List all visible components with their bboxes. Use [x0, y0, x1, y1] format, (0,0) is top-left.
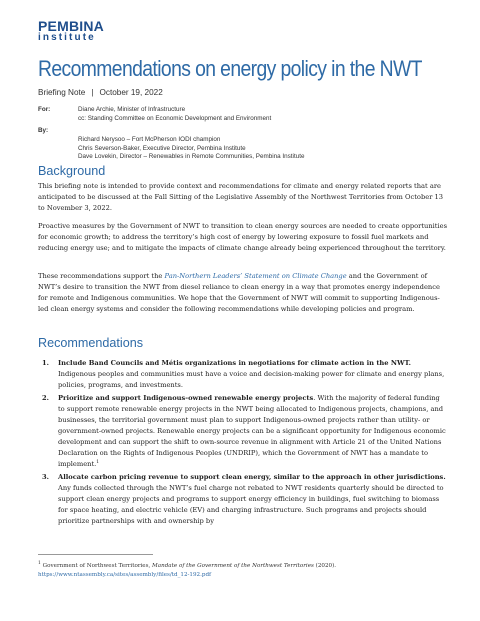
- item-number: 1.: [42, 359, 49, 367]
- recommendations-heading: Recommendations: [38, 336, 143, 350]
- pan-northern-statement-link[interactable]: Pan-Northern Leaders’ Statement on Climate Change: [164, 272, 347, 280]
- footnote-text: Government of Northwest Territories,: [40, 563, 153, 569]
- paragraph-text: This briefing note is intended to provide context and recommendations for climate and energy related reports that are anticipated to be discussed at the Fall Sitting of the Legislative Assembly of the Northwest Territories from October 13 to November 3, 2022.: [38, 182, 444, 212]
- footnote-title: Mandate of the Government of the Northwest Territories: [152, 563, 314, 569]
- briefing-type: Briefing Note: [38, 88, 86, 97]
- by-label: By:: [38, 127, 49, 134]
- footnote-url-link[interactable]: https://www.ntassembly.ca/sites/assembly/files/td_12-192.pdf: [38, 571, 212, 578]
- paragraph-text: and the Government of NWT’s desire to transition the NWT from diesel reliance to clean energy in a way that promotes energy independence for remote and Indigenous communities. We hope that the Government of NWT will commit to supporting Indigenous-led clean energy systems and consider the following recommendations while developing policies and program.: [38, 272, 440, 313]
- background-paragraph-2: [38, 221, 448, 254]
- recommendation-item: [38, 393, 448, 470]
- item-bold-text: Allocate carbon pricing revenue to support clean energy, similar to the approach in other jurisdictions.: [58, 473, 446, 481]
- by-line: Chris Severson-Baker, Executive Director, Pembina Institute: [78, 144, 246, 152]
- recommendation-item: [38, 472, 448, 527]
- briefing-date: October 19, 2022: [99, 88, 163, 97]
- recommendation-item: [38, 358, 448, 391]
- item-text: Indigenous peoples and communities must have a voice and decision-making power for climate and energy plans, policies, programs, and investments.: [58, 370, 445, 389]
- logo-text-institute: institute: [38, 32, 96, 43]
- briefing-line: [38, 88, 163, 97]
- pembina-logo[interactable]: [38, 19, 104, 43]
- footnote-number: 1: [38, 561, 41, 567]
- background-paragraph-3: [38, 271, 448, 315]
- footnote: [38, 562, 336, 579]
- background-heading: Background: [38, 164, 106, 178]
- item-text: Any funds collected through the NWT’s fuel charge not rebated to NWT residents quarterly should be directed to support clean energy projects and programs to support energy efficiency in buildings, fuel switching to biomass for space heating, and electric vehicle (EV) and charging infrastructure. Such programs and projects should prioritize partnerships with and ownership by: [58, 484, 444, 525]
- footnote-divider: [38, 554, 153, 555]
- item-text: . With the majority of federal funding to support remote renewable energy projects in the NWT being allocated to Indigenous projects, champions, and businesses, the territorial government must plan to support Indigenous-owned projects rather than utility- or government-owned projects. Renewable energy projects can be a significant opportunity for Indigenous economic development and can support the shift to own-source revenue in alignment with Article 21 of the United Nations Declaration on the Rights of Indigenous Peoples (UNDRIP), which the Government of NWT has a mandate to implement.: [58, 394, 446, 468]
- by-authors: [78, 136, 304, 162]
- for-label: For:: [38, 106, 51, 113]
- logo-text-pembina: PEMBINA: [38, 18, 104, 34]
- footnote-text: (2020).: [313, 563, 337, 569]
- item-bold-text: Include Band Councils and Métis organizations in negotiations for climate action in the NWT.: [58, 359, 411, 367]
- briefing-separator: |: [91, 88, 94, 97]
- page-title: Recommendations on energy policy in the NWT: [38, 56, 422, 81]
- paragraph-text: These recommendations support the: [38, 272, 165, 280]
- recommendations-list: [38, 358, 448, 529]
- footnote-ref[interactable]: 1: [96, 459, 100, 465]
- item-number: 2.: [42, 394, 49, 402]
- for-line: Diane Archie, Minister of Infrastructure: [78, 106, 186, 113]
- paragraph-text: Proactive measures by the Government of NWT to transition to clean energy sources are needed to create opportunities for economic growth; to address the territory’s high cost of energy by lowering exposure to fossil fuel markets and reducing energy use; and to mitigate the impacts of climate change already being experienced throughout the territory.: [38, 222, 448, 252]
- by-line: Dave Lovekin, Director – Renewables in Remote Communities, Pembina Institute: [78, 153, 305, 161]
- for-line: cc: Standing Committee on Economic Development and Environment: [78, 114, 272, 122]
- background-paragraph-1: [38, 181, 448, 214]
- for-recipients: [78, 106, 271, 123]
- item-number: 3.: [42, 473, 49, 481]
- item-bold-text: Prioritize and support Indigenous-owned renewable energy projects: [58, 394, 314, 402]
- by-line: Richard Nerysoo – Fort McPherson IODI champion: [78, 136, 221, 143]
